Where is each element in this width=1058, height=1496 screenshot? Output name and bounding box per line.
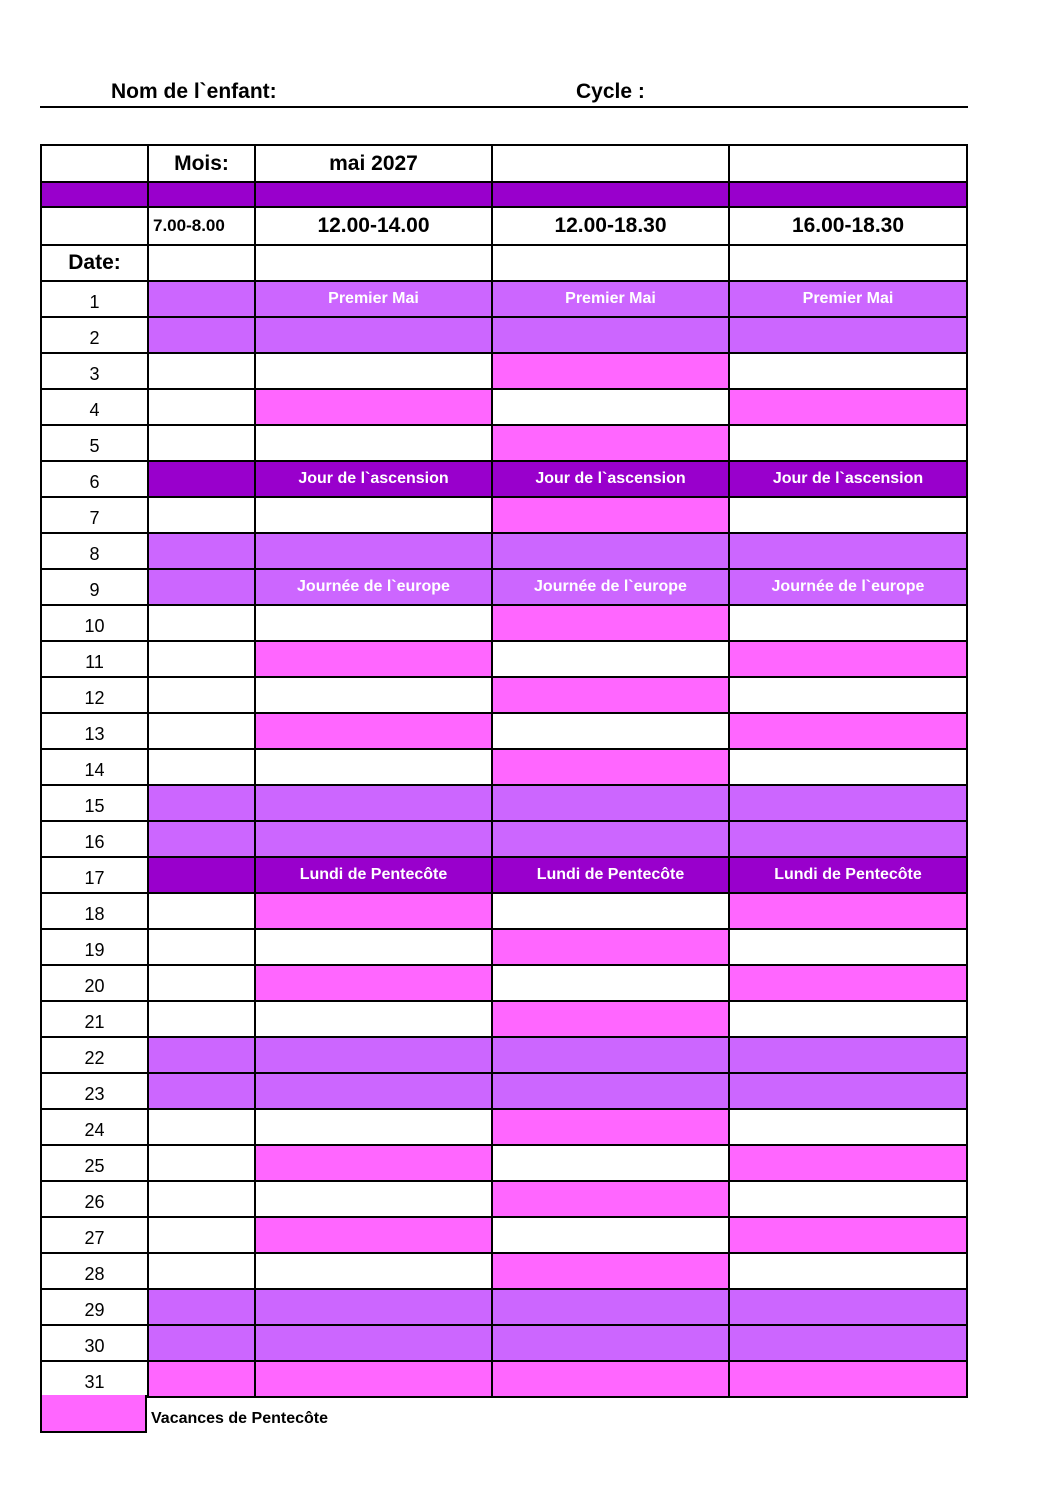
day-number: 7 <box>41 497 148 533</box>
slot-cell[interactable] <box>148 1361 255 1397</box>
day-row <box>41 785 967 821</box>
slot-cell[interactable] <box>729 497 967 533</box>
slot-cell[interactable] <box>148 1217 255 1253</box>
slot-cell[interactable] <box>148 1289 255 1325</box>
day-row <box>41 641 967 677</box>
slot-cell[interactable] <box>729 389 967 425</box>
slot-cell[interactable] <box>255 389 492 425</box>
slot-cell[interactable] <box>148 857 255 893</box>
day-row <box>41 1109 967 1145</box>
slot-cell[interactable] <box>729 1073 967 1109</box>
slot-cell[interactable] <box>148 605 255 641</box>
slot-cell[interactable] <box>148 353 255 389</box>
time-slot-evening: 16.00-18.30 <box>729 207 967 245</box>
cycle-label: Cycle : <box>576 80 645 103</box>
slot-cell[interactable] <box>729 1253 967 1289</box>
day-row <box>41 1181 967 1217</box>
slot-cell[interactable] <box>148 1001 255 1037</box>
day-number: 16 <box>41 821 148 857</box>
slot-cell[interactable] <box>492 1073 729 1109</box>
slot-cell[interactable] <box>729 749 967 785</box>
slot-cell[interactable] <box>492 497 729 533</box>
slot-cell[interactable] <box>148 749 255 785</box>
slot-cell[interactable] <box>492 389 729 425</box>
slot-cell[interactable] <box>492 1289 729 1325</box>
day-row <box>41 1001 967 1037</box>
slot-cell[interactable] <box>729 317 967 353</box>
day-number: 21 <box>41 1001 148 1037</box>
day-row <box>41 677 967 713</box>
day-number: 23 <box>41 1073 148 1109</box>
empty-cell[interactable] <box>729 145 967 182</box>
day-row <box>41 317 967 353</box>
slot-cell[interactable] <box>255 1001 492 1037</box>
slot-cell[interactable] <box>492 893 729 929</box>
slot-cell[interactable] <box>492 533 729 569</box>
slot-cell[interactable] <box>255 785 492 821</box>
slot-cell[interactable] <box>729 785 967 821</box>
day-number: 27 <box>41 1217 148 1253</box>
slot-cell[interactable] <box>729 713 967 749</box>
slot-cell[interactable] <box>492 749 729 785</box>
slot-cell[interactable] <box>492 821 729 857</box>
day-row <box>41 1253 967 1289</box>
slot-cell[interactable] <box>255 1145 492 1181</box>
slot-cell[interactable] <box>729 1037 967 1073</box>
slot-cell[interactable] <box>492 785 729 821</box>
slot-cell[interactable] <box>729 1361 967 1397</box>
slot-cell[interactable] <box>492 1109 729 1145</box>
slot-cell[interactable] <box>729 1217 967 1253</box>
slot-cell[interactable] <box>729 605 967 641</box>
slot-cell[interactable] <box>148 1145 255 1181</box>
slot-cell[interactable] <box>492 353 729 389</box>
holiday-label[interactable]: Lundi de Pentecôte <box>729 857 967 893</box>
slot-cell[interactable] <box>255 965 492 1001</box>
slot-cell[interactable] <box>255 641 492 677</box>
day-row <box>41 281 967 317</box>
time-slot-row <box>41 207 967 245</box>
day-row <box>41 1037 967 1073</box>
slot-cell[interactable] <box>255 317 492 353</box>
holiday-label[interactable]: Lundi de Pentecôte <box>492 857 729 893</box>
slot-cell[interactable] <box>729 353 967 389</box>
date-label: Date: <box>41 245 148 281</box>
day-row <box>41 1289 967 1325</box>
slot-cell[interactable] <box>729 677 967 713</box>
day-number: 17 <box>41 857 148 893</box>
bar-cell <box>255 182 492 207</box>
day-number: 26 <box>41 1181 148 1217</box>
slot-cell[interactable] <box>148 317 255 353</box>
time-slot-morning: 7.00-8.00 <box>148 207 255 245</box>
slot-cell[interactable] <box>729 641 967 677</box>
holiday-label[interactable]: Jour de l`ascension <box>492 461 729 497</box>
empty-cell[interactable] <box>148 245 255 281</box>
day-row <box>41 713 967 749</box>
slot-cell[interactable] <box>255 1109 492 1145</box>
holiday-label[interactable]: Premier Mai <box>255 281 492 317</box>
day-number: 4 <box>41 389 148 425</box>
slot-cell[interactable] <box>492 677 729 713</box>
day-number: 5 <box>41 425 148 461</box>
slot-cell[interactable] <box>492 1037 729 1073</box>
holiday-label[interactable]: Journée de l`europe <box>255 569 492 605</box>
day-number: 24 <box>41 1109 148 1145</box>
day-row <box>41 1325 967 1361</box>
day-number: 13 <box>41 713 148 749</box>
month-row <box>41 145 967 182</box>
slot-cell[interactable] <box>729 1145 967 1181</box>
slot-cell[interactable] <box>492 1253 729 1289</box>
slot-cell[interactable] <box>148 821 255 857</box>
slot-cell[interactable] <box>255 1217 492 1253</box>
day-row <box>41 1217 967 1253</box>
slot-cell[interactable] <box>729 821 967 857</box>
slot-cell[interactable] <box>255 821 492 857</box>
empty-cell <box>41 207 148 245</box>
day-number: 1 <box>41 281 148 317</box>
slot-cell[interactable] <box>148 677 255 713</box>
day-number: 15 <box>41 785 148 821</box>
slot-cell[interactable] <box>729 1325 967 1361</box>
slot-cell[interactable] <box>492 641 729 677</box>
holiday-label[interactable]: Premier Mai <box>492 281 729 317</box>
slot-cell[interactable] <box>729 425 967 461</box>
holiday-label[interactable]: Journée de l`europe <box>492 569 729 605</box>
slot-cell[interactable] <box>148 533 255 569</box>
slot-cell[interactable] <box>255 1253 492 1289</box>
legend-label: Vacances de Pentecôte <box>151 1410 328 1427</box>
day-number: 10 <box>41 605 148 641</box>
bar-cell <box>148 182 255 207</box>
slot-cell[interactable] <box>729 929 967 965</box>
slot-cell[interactable] <box>492 425 729 461</box>
day-number: 6 <box>41 461 148 497</box>
day-row <box>41 821 967 857</box>
slot-cell[interactable] <box>492 1001 729 1037</box>
slot-cell[interactable] <box>148 389 255 425</box>
slot-cell[interactable] <box>492 1145 729 1181</box>
day-number: 2 <box>41 317 148 353</box>
time-slot-afternoon: 12.00-18.30 <box>492 207 729 245</box>
slot-cell[interactable] <box>255 893 492 929</box>
slot-cell[interactable] <box>255 425 492 461</box>
day-row <box>41 497 967 533</box>
schedule-table <box>40 144 968 1398</box>
slot-cell[interactable] <box>148 1073 255 1109</box>
slot-cell[interactable] <box>255 497 492 533</box>
day-number: 18 <box>41 893 148 929</box>
slot-cell[interactable] <box>255 1289 492 1325</box>
slot-cell[interactable] <box>492 1325 729 1361</box>
slot-cell[interactable] <box>255 1073 492 1109</box>
day-number: 28 <box>41 1253 148 1289</box>
slot-cell[interactable] <box>148 461 255 497</box>
slot-cell[interactable] <box>729 1109 967 1145</box>
header-underline <box>40 106 968 108</box>
empty-cell[interactable] <box>255 245 492 281</box>
day-number: 8 <box>41 533 148 569</box>
slot-cell[interactable] <box>255 1361 492 1397</box>
slot-cell[interactable] <box>255 605 492 641</box>
header-color-bar <box>41 182 967 207</box>
slot-cell[interactable] <box>148 929 255 965</box>
slot-cell[interactable] <box>255 1325 492 1361</box>
legend-swatch <box>40 1395 147 1433</box>
time-slot-lunch: 12.00-14.00 <box>255 207 492 245</box>
holiday-label[interactable]: Lundi de Pentecôte <box>255 857 492 893</box>
slot-cell[interactable] <box>148 1181 255 1217</box>
date-header-row <box>41 245 967 281</box>
slot-cell[interactable] <box>148 641 255 677</box>
day-number: 20 <box>41 965 148 1001</box>
month-label: Mois: <box>148 145 255 182</box>
slot-cell[interactable] <box>729 1001 967 1037</box>
slot-cell[interactable] <box>255 1037 492 1073</box>
slot-cell[interactable] <box>148 569 255 605</box>
slot-cell[interactable] <box>148 893 255 929</box>
bar-cell <box>492 182 729 207</box>
holiday-label[interactable]: Jour de l`ascension <box>255 461 492 497</box>
slot-cell[interactable] <box>729 965 967 1001</box>
slot-cell[interactable] <box>255 533 492 569</box>
slot-cell[interactable] <box>492 1361 729 1397</box>
slot-cell[interactable] <box>255 1181 492 1217</box>
day-row <box>41 749 967 785</box>
day-row <box>41 425 967 461</box>
child-name-label: Nom de l`enfant: <box>111 80 277 103</box>
slot-cell[interactable] <box>255 713 492 749</box>
month-value[interactable]: mai 2027 <box>255 145 492 182</box>
slot-cell[interactable] <box>148 281 255 317</box>
day-row <box>41 1361 967 1397</box>
slot-cell[interactable] <box>148 425 255 461</box>
day-row <box>41 965 967 1001</box>
slot-cell[interactable] <box>255 353 492 389</box>
slot-cell[interactable] <box>729 1289 967 1325</box>
day-number: 14 <box>41 749 148 785</box>
day-row <box>41 389 967 425</box>
slot-cell[interactable] <box>148 1325 255 1361</box>
empty-cell[interactable] <box>729 245 967 281</box>
slot-cell[interactable] <box>148 713 255 749</box>
empty-cell[interactable] <box>41 145 148 182</box>
day-row <box>41 929 967 965</box>
slot-cell[interactable] <box>148 1109 255 1145</box>
slot-cell[interactable] <box>492 605 729 641</box>
day-row <box>41 569 967 605</box>
slot-cell[interactable] <box>729 533 967 569</box>
day-row <box>41 533 967 569</box>
slot-cell[interactable] <box>729 1181 967 1217</box>
empty-cell[interactable] <box>492 145 729 182</box>
slot-cell[interactable] <box>255 929 492 965</box>
slot-cell[interactable] <box>148 1253 255 1289</box>
day-number: 9 <box>41 569 148 605</box>
slot-cell[interactable] <box>148 497 255 533</box>
slot-cell[interactable] <box>148 1037 255 1073</box>
day-number: 22 <box>41 1037 148 1073</box>
bar-cell <box>41 182 148 207</box>
day-number: 3 <box>41 353 148 389</box>
bar-cell <box>729 182 967 207</box>
slot-cell[interactable] <box>492 965 729 1001</box>
day-row <box>41 353 967 389</box>
slot-cell[interactable] <box>148 785 255 821</box>
holiday-label[interactable]: Premier Mai <box>729 281 967 317</box>
empty-cell[interactable] <box>492 245 729 281</box>
slot-cell[interactable] <box>255 677 492 713</box>
slot-cell[interactable] <box>492 929 729 965</box>
slot-cell[interactable] <box>492 1181 729 1217</box>
holiday-label[interactable]: Jour de l`ascension <box>729 461 967 497</box>
day-row <box>41 857 967 893</box>
slot-cell[interactable] <box>492 317 729 353</box>
day-row <box>41 605 967 641</box>
holiday-label[interactable]: Journée de l`europe <box>729 569 967 605</box>
day-number: 11 <box>41 641 148 677</box>
day-number: 31 <box>41 1361 148 1397</box>
day-row <box>41 1145 967 1181</box>
slot-cell[interactable] <box>255 749 492 785</box>
slot-cell[interactable] <box>148 965 255 1001</box>
slot-cell[interactable] <box>492 713 729 749</box>
day-number: 30 <box>41 1325 148 1361</box>
day-row <box>41 893 967 929</box>
day-number: 12 <box>41 677 148 713</box>
slot-cell[interactable] <box>729 893 967 929</box>
slot-cell[interactable] <box>492 1217 729 1253</box>
day-number: 29 <box>41 1289 148 1325</box>
day-row <box>41 1073 967 1109</box>
day-row <box>41 461 967 497</box>
day-number: 19 <box>41 929 148 965</box>
day-number: 25 <box>41 1145 148 1181</box>
